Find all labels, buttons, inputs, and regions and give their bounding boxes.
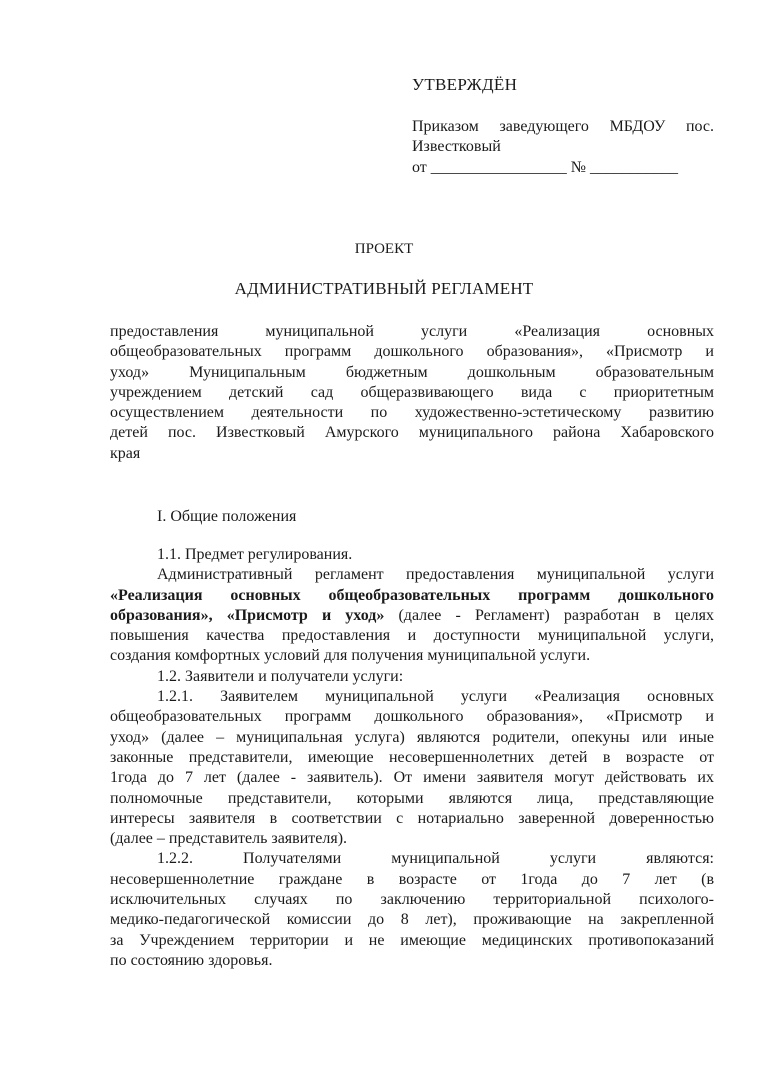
regulation-line-bold: «Реализация основных общеобразовательных программ дошкольного <box>110 586 714 604</box>
subtitle-line: учреждением детский сад общеразвивающего вида с приоритетным <box>110 383 714 401</box>
clause-1-2-1-line: законные представители, имеющие несовершеннолетних детей в возрасте от <box>110 748 714 766</box>
subtitle-line: уход» Муниципальным бюджетным дошкольным образовательным <box>110 363 714 381</box>
clause-1-2-1-line: общеобразовательных программ дошкольного образования», «Присмотр и <box>110 708 714 726</box>
regulation-line <box>110 606 714 626</box>
clause-1-1: 1.1. Предмет регулирования. <box>157 546 353 563</box>
clause-1-2-1-line: 1.2.1. Заявителем муниципальной услуги «Реализация основных <box>157 688 714 706</box>
approval-order-line: Приказом заведующего МБДОУ пос. <box>412 118 714 135</box>
clause-1-2-2-line: за Учреждением территории и не имеющие медицинских противопоказаний <box>110 931 714 949</box>
clause-1-2: 1.2. Заявители и получатели услуги: <box>157 667 404 685</box>
approval-title: УТВЕРЖДЁН <box>412 75 518 94</box>
clause-1-2-1-line: уход» (далее – муниципальная услуга) являются родители, опекуны или иные <box>110 728 714 746</box>
clause-1-2-2-line: исключительных случаях по заключению территориальной психолого- <box>110 891 714 909</box>
subtitle-line: общеобразовательных программ дошкольного образования», «Присмотр и <box>110 343 714 361</box>
clause-1-2-1-line: 1года до 7 лет (далее - заявитель). От имени заявителя могут действовать их <box>110 769 714 787</box>
clause-1-2-2-line: несовершеннолетние граждане в возрасте от 1года до 7 лет (в <box>110 870 714 888</box>
subtitle-line: предоставления муниципальной услуги «Реализация основных <box>110 323 714 340</box>
clause-1-2-2-line: медико-педагогической комиссии до 8 лет), проживающие на закрепленной <box>110 911 714 929</box>
subtitle-line: детей пос. Известковый Амурского муниципального района Хабаровского <box>110 424 714 442</box>
document-subtitle <box>110 322 714 464</box>
regulation-line: Административный регламент предоставления муниципальной услуги <box>157 566 714 584</box>
regulation-line-rest: (далее - Регламент) разработан в целях <box>384 606 714 624</box>
regulation-line-bold-part: образования», «Присмотр и уход» <box>110 606 385 624</box>
regulation-line: создания комфортных условий для получения муниципальной услуги. <box>110 647 591 665</box>
clause-1-2-1-line: интересы заявителя в соответствии с нотариально заверенной доверенностью <box>110 809 714 827</box>
regulation-line: повышения качества предоставления и доступности муниципальной услуги, <box>110 627 714 645</box>
clause-1-2-2-line: по состоянию здоровья. <box>110 951 273 969</box>
subtitle-line: осуществлением деятельности по художественно-эстетическому развитию <box>110 404 714 422</box>
clause-1-2-2-line: 1.2.2. Получателями муниципальной услуги являются: <box>157 850 714 868</box>
document-title: АДМИНИСТРАТИВНЫЙ РЕГЛАМЕНТ <box>234 279 534 298</box>
section-heading: I. Общие положения <box>157 508 297 525</box>
clause-1-2-1-line: полномочные представители, которыми являются лица, представляющие <box>110 789 714 807</box>
approval-date-number-line: от _________________ № ___________ <box>412 159 679 176</box>
draft-label: ПРОЕКТ <box>354 241 414 257</box>
clause-1-2-1-line: (далее – представитель заявителя). <box>110 830 348 848</box>
subtitle-line: края <box>110 444 141 462</box>
approval-settlement-line: Известковый <box>412 138 501 155</box>
section-body <box>110 545 714 971</box>
